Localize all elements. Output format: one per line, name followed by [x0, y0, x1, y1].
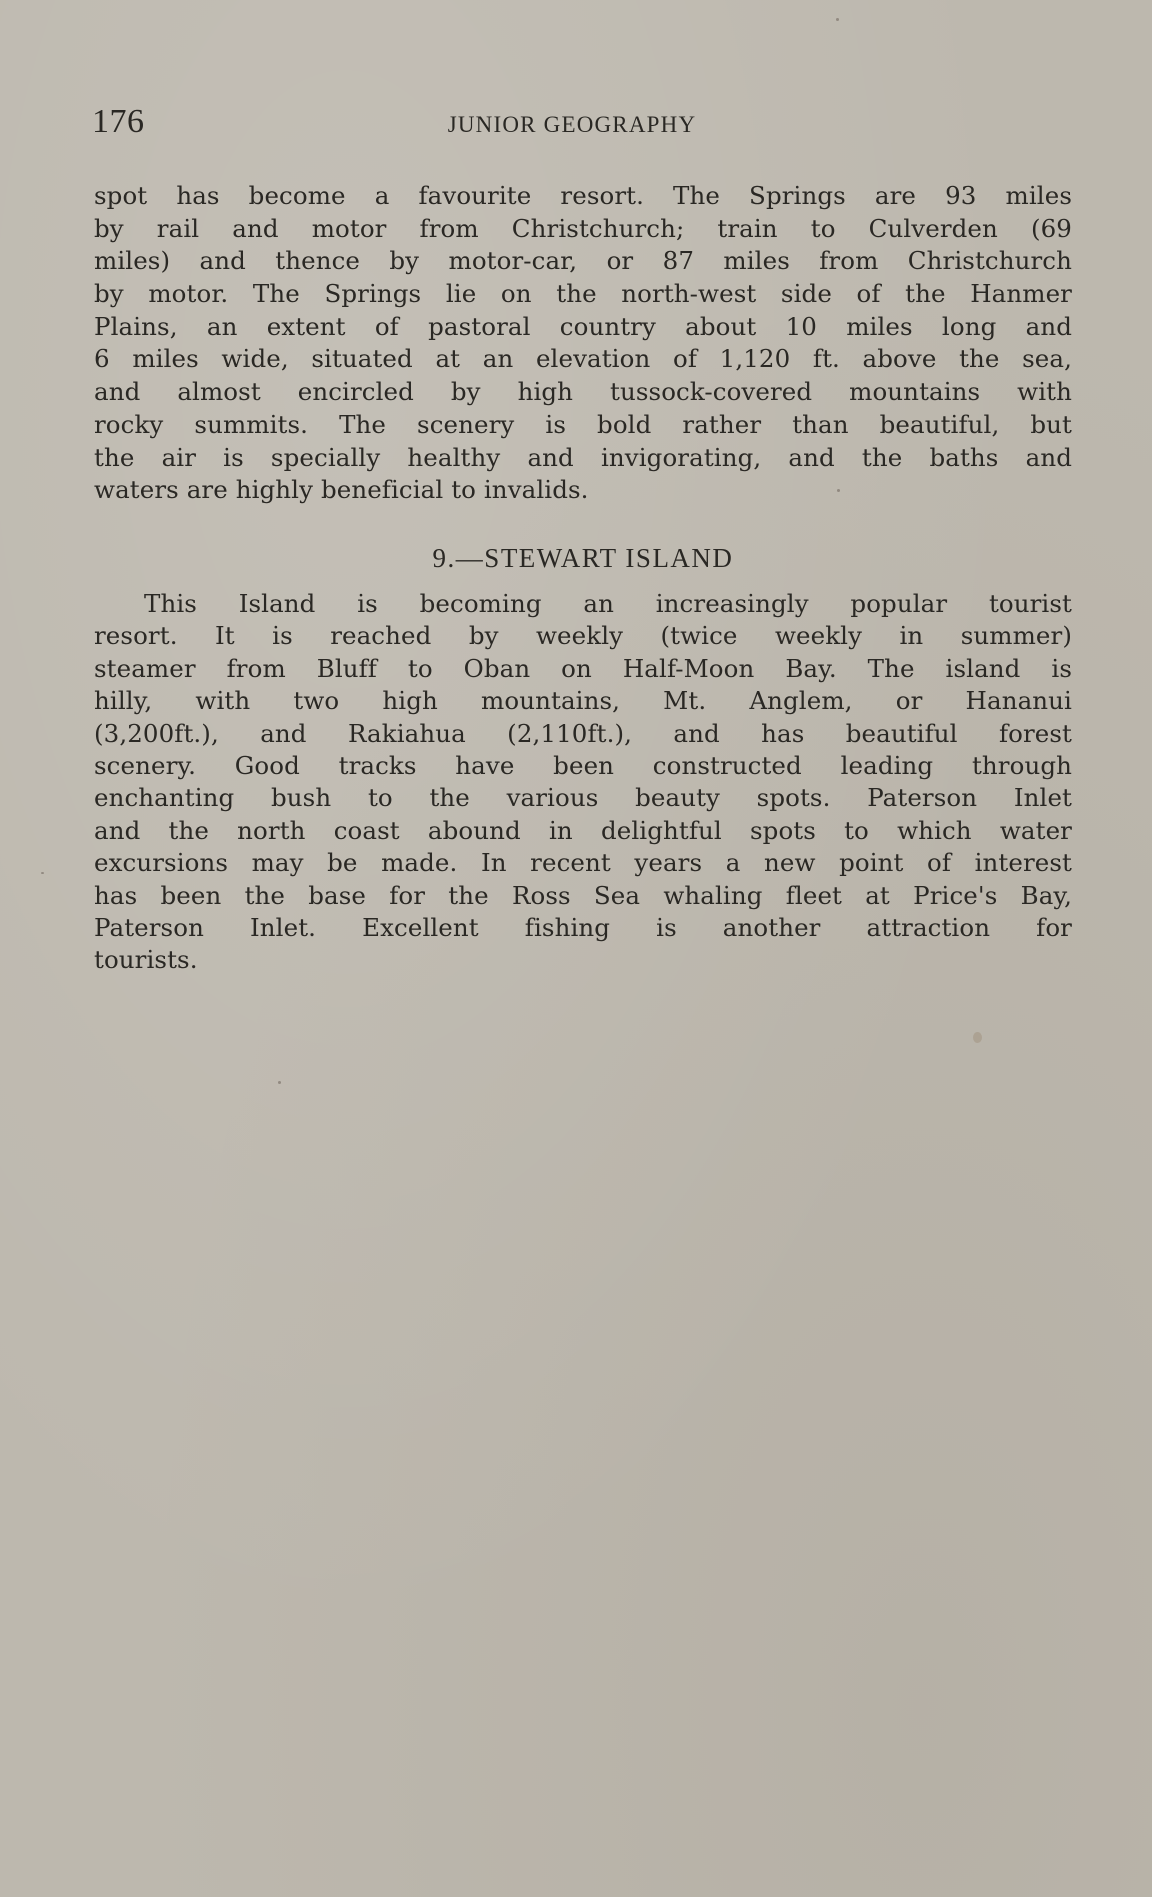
paper-speck	[836, 18, 839, 21]
page-header	[92, 102, 1072, 142]
text-line: scenery. Good tracks have been constructed leading through	[94, 750, 1072, 780]
text-line: Plains, an extent of pastoral country about 10 miles long and	[94, 311, 1072, 341]
text-line: hilly, with two high mountains, Mt. Anglem, or Hananui	[94, 686, 1072, 716]
text-line: This Island is becoming an increasingly popular tourist	[144, 589, 1072, 618]
text-line: tourists.	[94, 945, 198, 975]
text-line: rocky summits. The scenery is bold rather than beautiful, but	[94, 409, 1072, 439]
paper-speck	[837, 489, 840, 492]
paper-speck	[278, 1081, 281, 1084]
text-line: enchanting bush to the various beauty spots. Paterson Inlet	[94, 783, 1072, 813]
text-line: steamer from Bluff to Oban on Half-Moon Bay. The island is	[94, 653, 1072, 683]
text-line: Paterson Inlet. Excellent fishing is another attraction for	[94, 912, 1072, 942]
text-line: has been the base for the Ross Sea whaling fleet at Price's Bay,	[94, 880, 1072, 910]
page-number: 176	[92, 103, 145, 140]
paragraph-stewart-island	[94, 588, 1072, 977]
text-line: excursions may be made. In recent years a new point of interest	[94, 848, 1072, 878]
section-heading: 9.—STEWART ISLAND	[432, 543, 734, 573]
text-line: resort. It is reached by weekly (twice weekly in summer)	[94, 621, 1072, 651]
paper-speck	[973, 1032, 982, 1043]
paper-speck	[41, 872, 44, 874]
text-line: (3,200ft.), and Rakiahua (2,110ft.), and has beautiful forest	[94, 718, 1072, 748]
text-line: the air is specially healthy and invigorating, and the baths and	[94, 442, 1072, 472]
text-line: 6 miles wide, situated at an elevation of 1,120 ft. above the sea,	[94, 344, 1072, 374]
paragraph-hanmer-springs	[94, 180, 1072, 507]
text-line: and almost encircled by high tussock-covered mountains with	[94, 377, 1072, 407]
text-line: by motor. The Springs lie on the north-west side of the Hanmer	[94, 279, 1072, 309]
text-line: by rail and motor from Christchurch; train to Culverden (69	[94, 213, 1072, 243]
text-line: and the north coast abound in delightful spots to which water	[94, 815, 1072, 845]
text-line: waters are highly beneficial to invalids.	[94, 475, 589, 505]
text-line: miles) and thence by motor-car, or 87 miles from Christchurch	[94, 246, 1072, 276]
running-title: JUNIOR GEOGRAPHY	[447, 112, 697, 137]
text-line: spot has become a favourite resort. The Springs are 93 miles	[94, 181, 1072, 210]
